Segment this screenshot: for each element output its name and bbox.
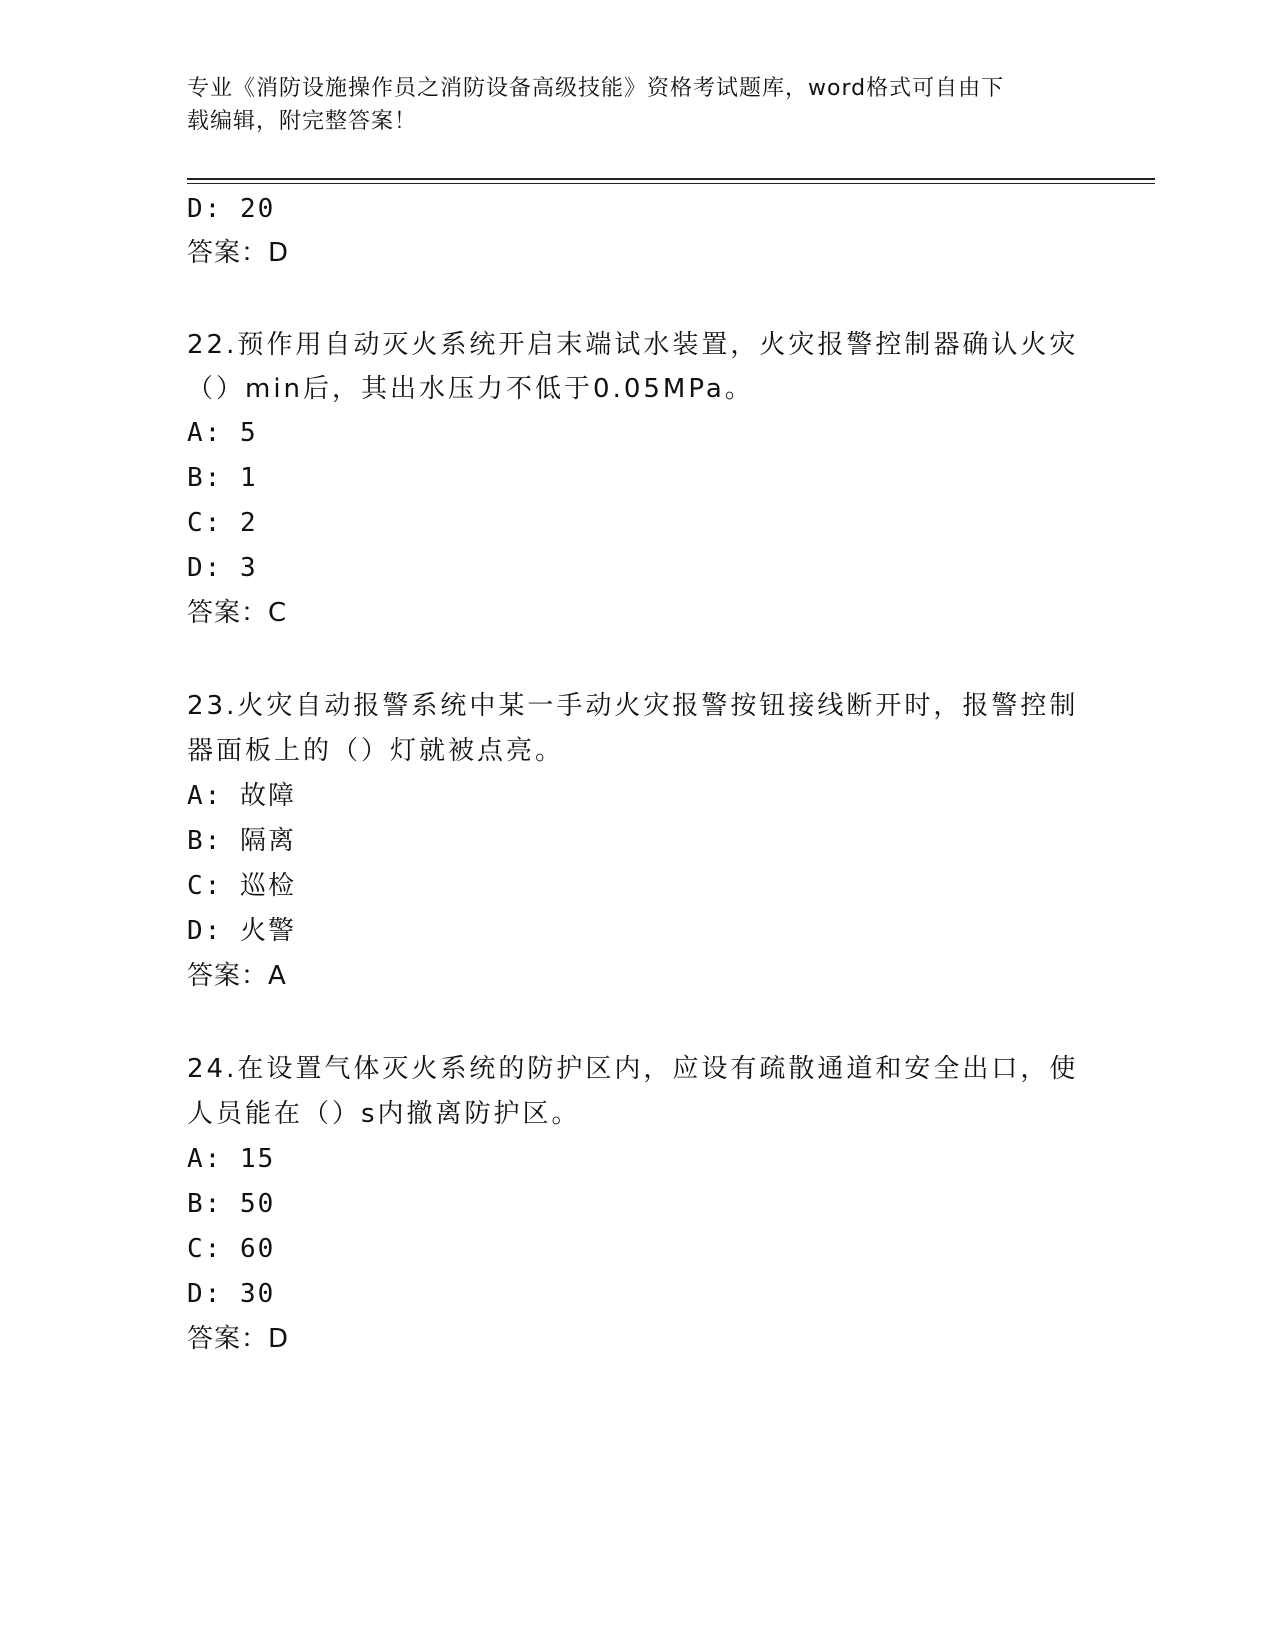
q22-option-d: D: 3 bbox=[187, 553, 258, 583]
q22-option-c: C: 2 bbox=[187, 508, 258, 538]
q24-stem-line-2: 人员能在（）s内撤离防护区。 bbox=[187, 1099, 581, 1129]
q22-stem-line-2: （）min后，其出水压力不低于0.05MPa。 bbox=[187, 374, 754, 404]
q23-option-b: B: 隔离 bbox=[187, 826, 296, 856]
header-divider bbox=[187, 178, 1155, 180]
q22-option-b: B: 1 bbox=[187, 463, 258, 493]
q22-option-a: A: 5 bbox=[187, 418, 258, 448]
q22-answer: 答案：C bbox=[187, 598, 288, 628]
q24-option-c: C: 60 bbox=[187, 1234, 276, 1264]
header-line-1: 专业《消防设施操作员之消防设备高级技能》资格考试题库，word格式可自由下 bbox=[187, 76, 1005, 101]
q23-option-d: D: 火警 bbox=[187, 916, 296, 946]
q24-option-b: B: 50 bbox=[187, 1189, 276, 1219]
q24-answer: 答案：D bbox=[187, 1324, 290, 1354]
header-divider-thin bbox=[187, 183, 1155, 184]
header-line-2: 载编辑，附完整答案！ bbox=[187, 109, 418, 134]
q24-option-d: D: 30 bbox=[187, 1279, 276, 1309]
prev-answer: 答案：D bbox=[187, 238, 290, 268]
prev-option-d: D: 20 bbox=[187, 194, 276, 224]
q24-stem-line-1: 24.在设置气体灭火系统的防护区内，应设有疏散通道和安全出口，使 bbox=[187, 1054, 1079, 1084]
q22-stem-line-1: 22.预作用自动灭火系统开启末端试水装置，火灾报警控制器确认火灾 bbox=[187, 330, 1079, 360]
q23-stem-line-2: 器面板上的（）灯就被点亮。 bbox=[187, 736, 565, 766]
page-header bbox=[187, 72, 1087, 138]
q23-answer: 答案：A bbox=[187, 961, 287, 991]
q23-stem-line-1: 23.火灾自动报警系统中某一手动火灾报警按钮接线断开时，报警控制 bbox=[187, 691, 1079, 721]
q24-option-a: A: 15 bbox=[187, 1144, 276, 1174]
q23-option-a: A: 故障 bbox=[187, 781, 296, 811]
q23-option-c: C: 巡检 bbox=[187, 871, 296, 901]
